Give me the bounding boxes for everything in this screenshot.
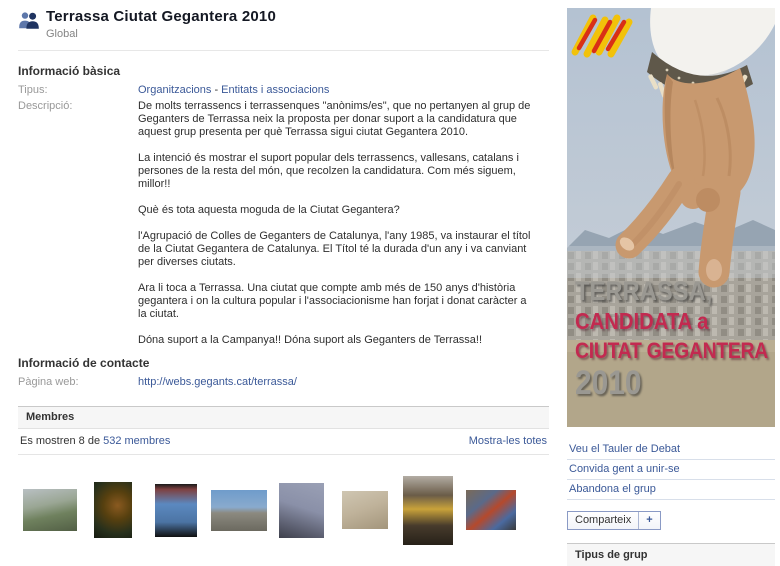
- header-divider: [18, 50, 549, 51]
- member-thumbnail[interactable]: [211, 490, 267, 531]
- member-thumbnail[interactable]: [94, 482, 132, 538]
- description-paragraph: Què és tota aquesta moguda de la Ciutat Gegantera?: [138, 204, 400, 216]
- website-link[interactable]: http://webs.gegants.cat/terrassa/: [138, 376, 297, 388]
- type-link-entitats[interactable]: Entitats i associacions: [221, 84, 330, 96]
- type-value: [138, 84, 536, 97]
- group-type-heading: Tipus de grup: [575, 549, 648, 561]
- leave-group-link[interactable]: Abandona el grup: [567, 480, 775, 500]
- member-thumbnail[interactable]: [403, 476, 453, 545]
- type-label: Tipus:: [18, 84, 48, 96]
- poster-line-candidata: CANDIDATA a: [575, 308, 709, 334]
- flag-brush-strokes: [567, 8, 639, 58]
- main-column: [18, 8, 549, 552]
- member-thumbnail-cell: [207, 490, 270, 531]
- description-paragraph: Ara li toca a Terrassa. Una ciutat que compte amb més de 150 anys d'història gegantera i on la cultura popular i l'associacionisme han forjat i donat caràcter a la ciutat.: [138, 282, 527, 320]
- group-type-section-bar: [567, 543, 775, 566]
- member-thumbnail[interactable]: [155, 484, 197, 537]
- description-paragraph: La intenció és mostrar el suport popular dels terrassencs, vallesans, catalans i persones de la resta del món, que recolzen la candidatura. Com més siguem, millor!!: [138, 152, 519, 190]
- member-thumbnail-cell: [18, 489, 81, 531]
- members-summary-row: [18, 429, 549, 455]
- poster-line-terrassa: TERRASSA,: [575, 276, 713, 306]
- members-heading: Membres: [26, 411, 75, 423]
- members-shown-prefix: Es mostren 8 de: [20, 435, 101, 447]
- member-thumbnails: [18, 468, 549, 552]
- view-discussion-board-link[interactable]: Veu el Tauler de Debat: [567, 440, 775, 460]
- member-thumbnail-cell: [81, 482, 144, 538]
- member-thumbnail-cell: [333, 491, 396, 529]
- share-button-label[interactable]: Comparteix: [575, 514, 632, 526]
- type-link-organitzacions[interactable]: Organitzacions: [138, 84, 212, 96]
- group-action-links: [567, 440, 775, 500]
- member-thumbnail-cell: [459, 490, 522, 530]
- group-members-icon: [18, 11, 40, 29]
- contact-info-heading: Informació de contacte: [18, 356, 150, 370]
- website-label: Pàgina web:: [18, 376, 79, 388]
- share-button[interactable]: [567, 511, 661, 530]
- poster-line-ciutat-gegantera: CIUTAT GEGANTERA: [575, 338, 768, 363]
- poster-line-2010: 2010: [575, 364, 642, 402]
- side-column: [567, 8, 775, 566]
- member-thumbnail[interactable]: [279, 483, 324, 538]
- description-paragraph: Dóna suport a la Campanya!! Dóna suport als Geganters de Terrassa!!: [138, 334, 483, 346]
- page-subtitle: Global: [46, 28, 78, 40]
- member-thumbnail[interactable]: [23, 489, 77, 531]
- header-text: [46, 8, 276, 40]
- member-thumbnail-cell: [396, 476, 459, 545]
- description-row: [18, 100, 549, 347]
- member-thumbnail-cell: [144, 484, 207, 537]
- description-paragraph: l'Agrupació de Colles de Geganters de Catalunya, l'any 1985, va instaurar el títol de la Ciutat Gegantera de Catalunya. El Títol té la durada d'un any i va canviant per diverses ciutats.: [138, 230, 531, 268]
- description-text: [138, 100, 536, 347]
- member-thumbnail[interactable]: [342, 491, 388, 529]
- invite-people-link[interactable]: Convida gent a unir-se: [567, 460, 775, 480]
- description-paragraph: De molts terrassencs i terrassenques "anònims/es", que no pertanyen al grup de Geganters de Terrassa neix la proposta per donar suport a la candidatura que aquest grup presenta per què Terrassa sigui ciutat Gegantera 2010.: [138, 100, 531, 138]
- group-photo: [567, 8, 775, 427]
- type-separator: -: [214, 84, 219, 96]
- members-section-bar: [18, 406, 549, 429]
- website-row: [18, 376, 549, 389]
- description-label: Descripció:: [18, 100, 73, 112]
- page-title: Terrassa Ciutat Gegantera 2010: [46, 8, 276, 25]
- members-count-link[interactable]: 532 membres: [103, 435, 171, 447]
- show-all-members-link[interactable]: Mostra-les totes: [468, 435, 547, 447]
- group-header: [18, 8, 549, 40]
- member-thumbnail[interactable]: [466, 490, 516, 530]
- type-row: [18, 84, 549, 97]
- share-plus-icon[interactable]: +: [638, 512, 659, 529]
- members-shown-text: [20, 435, 170, 447]
- basic-info-heading: Informació bàsica: [18, 64, 121, 78]
- member-thumbnail-cell: [270, 483, 333, 538]
